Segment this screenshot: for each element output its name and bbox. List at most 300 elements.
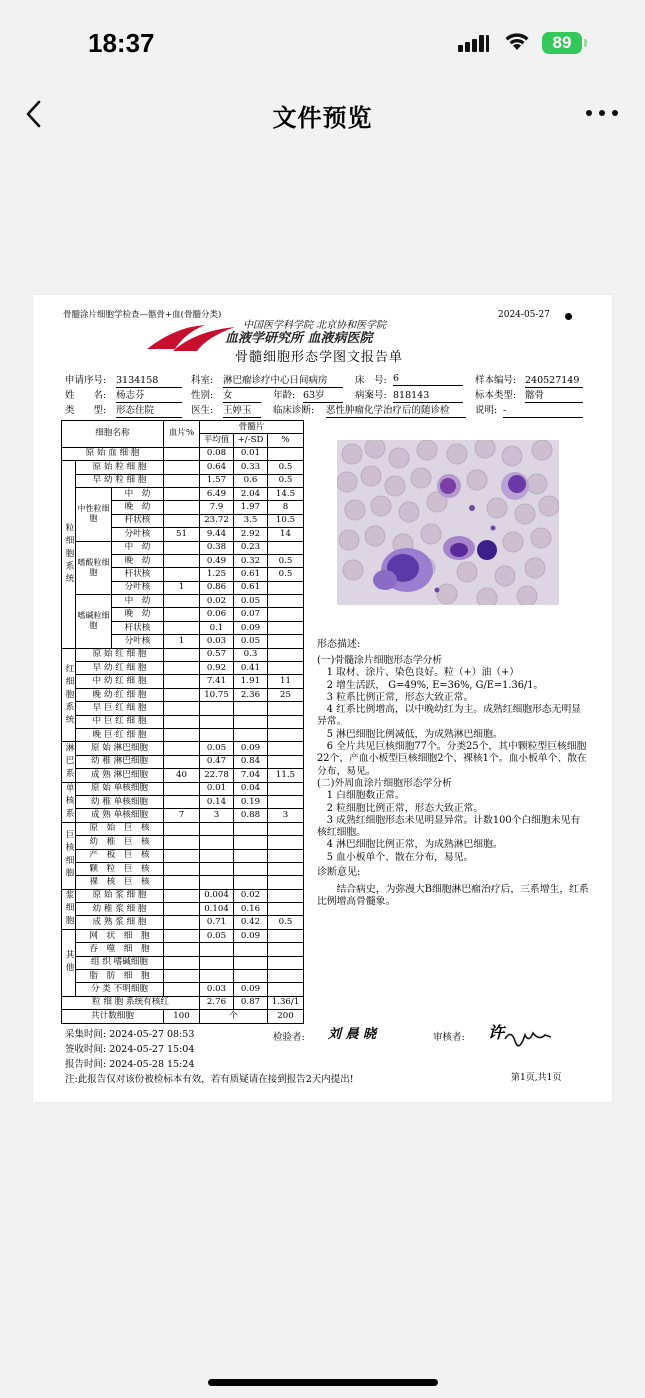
name-value: 杨志芬 xyxy=(116,390,182,403)
receive-time: 签收时间: 2024-05-27 15:04 xyxy=(65,1044,195,1055)
total-pct: 200 xyxy=(268,1010,304,1023)
table-row xyxy=(62,541,304,554)
row-name: 裸 核 巨 核 xyxy=(76,876,164,889)
sd-value: 3.5 xyxy=(234,514,268,527)
sd-value xyxy=(234,728,268,741)
blood-value xyxy=(164,849,200,862)
sd-value: 0.23 xyxy=(234,541,268,554)
total-row-name: 共计数细胞 xyxy=(62,1010,164,1023)
mean-value: 0.92 xyxy=(200,662,234,675)
blood-value xyxy=(164,648,200,661)
more-options-icon[interactable] xyxy=(586,110,620,118)
pct-value xyxy=(268,889,304,902)
pct-value xyxy=(268,943,304,956)
sd-value: 0.07 xyxy=(234,608,268,621)
pct-value xyxy=(268,862,304,875)
inspector-signature: 刘 晨 晓 xyxy=(328,1027,377,1042)
battery-icon: 89 xyxy=(542,32,582,54)
mean-value: 0.05 xyxy=(200,929,234,942)
sd-value: 0.41 xyxy=(234,662,268,675)
mean-value: 0.14 xyxy=(200,795,234,808)
blood-value xyxy=(164,487,200,500)
type-label: 类 型: xyxy=(65,405,107,416)
dept-label: 科室: xyxy=(191,375,214,386)
blood-value xyxy=(164,836,200,849)
row-name: 原 始 浆 细 胞 xyxy=(76,889,164,902)
report-document xyxy=(33,295,612,1102)
age-value: 63岁 xyxy=(303,390,343,403)
blood-value: 1 xyxy=(164,581,200,594)
row-name: 颗 粒 巨 核 xyxy=(76,862,164,875)
ratio-pct: 1.36/1 xyxy=(268,996,304,1009)
pct-value xyxy=(268,782,304,795)
pct-value xyxy=(268,849,304,862)
req-label: 申请序号: xyxy=(65,375,107,386)
pct-value xyxy=(268,581,304,594)
group-label: 巨核细胞 xyxy=(62,822,76,889)
pct-value xyxy=(268,662,304,675)
mean-value xyxy=(200,970,234,983)
desc-line: 6 全片共见巨核细胞77个。分类25个，其中颗粒型巨核细胞22个、产血小板型巨核细胞2个、裸核1个。血小板单个、散在分布，易见。 xyxy=(317,741,587,777)
pct-value xyxy=(268,635,304,648)
sd-value xyxy=(234,702,268,715)
mean-value: 0.03 xyxy=(200,635,234,648)
row-name: 产 板 巨 核 xyxy=(76,849,164,862)
blood-value xyxy=(164,595,200,608)
nav-bar xyxy=(0,84,645,144)
pct-value: 14 xyxy=(268,528,304,541)
header-cell-pct: % xyxy=(268,434,304,447)
row-name: 幼 稚 浆 细 胞 xyxy=(76,903,164,916)
ratio-row-name: 粒 细 胞 系统有核红 xyxy=(62,996,200,1009)
doctor-value: 王婷玉 xyxy=(223,405,261,418)
blood-value: 7 xyxy=(164,809,200,822)
mean-value xyxy=(200,956,234,969)
group-label: 粒细胞系统 xyxy=(62,461,76,648)
pct-value: 0.5 xyxy=(268,461,304,474)
blood-value xyxy=(164,447,200,460)
blood-value xyxy=(164,956,200,969)
table-row xyxy=(62,809,304,822)
corner-dot xyxy=(565,313,572,320)
report-header-left: 骨髓涂片细胞学检查—髂骨+血(骨髓分类) xyxy=(63,310,222,320)
opinion-text: 结合病史，为弥漫大B细胞淋巴瘤治疗后，三系增生，红系比例增高骨髓象。 xyxy=(317,884,589,908)
case-label: 病案号: xyxy=(355,390,387,401)
sd-value: 0.05 xyxy=(234,595,268,608)
pct-value xyxy=(268,541,304,554)
row-name: 早 巨 红 细 胞 xyxy=(76,702,164,715)
table-row xyxy=(62,903,304,916)
table-row xyxy=(62,474,304,487)
home-indicator xyxy=(208,1379,438,1386)
status-time: 18:37 xyxy=(88,28,155,58)
sd-value xyxy=(234,836,268,849)
req-value: 3134158 xyxy=(116,375,182,388)
row-name: 晚 幼 xyxy=(112,554,164,567)
mean-value: 3 xyxy=(200,809,234,822)
blood-value xyxy=(164,916,200,929)
sd-value: 2.04 xyxy=(234,487,268,500)
blood-value xyxy=(164,903,200,916)
mean-value: 0.71 xyxy=(200,916,234,929)
row-name: 早 幼 红 细 胞 xyxy=(76,662,164,675)
blood-value xyxy=(164,702,200,715)
inspector-label: 检验者: xyxy=(273,1032,305,1043)
mean-value: 7.9 xyxy=(200,501,234,514)
sd-value: 0.84 xyxy=(234,755,268,768)
sd-value: 0.01 xyxy=(234,447,268,460)
table-row xyxy=(62,755,304,768)
row-name: 中 幼 xyxy=(112,487,164,500)
table-row xyxy=(62,688,304,701)
table-row xyxy=(62,447,304,460)
mean-value: 0.06 xyxy=(200,608,234,621)
doctor-label: 医生: xyxy=(191,405,214,416)
header-cell-marrow: 骨髓片 xyxy=(200,421,304,434)
row-name: 组 织 嗜碱细胞 xyxy=(76,956,164,969)
mean-value: 1.57 xyxy=(200,474,234,487)
sample-value: 240527149 xyxy=(525,375,583,388)
mean-value: 9.44 xyxy=(200,528,234,541)
mean-value: 6.49 xyxy=(200,487,234,500)
row-name: 晚 幼 红 细 胞 xyxy=(76,688,164,701)
total-blood: 100 xyxy=(164,1010,200,1023)
table-row xyxy=(62,461,304,474)
reviewer-signature: 许 xyxy=(488,1023,505,1042)
blood-value xyxy=(164,876,200,889)
pct-value xyxy=(268,702,304,715)
row-name: 中 幼 xyxy=(112,595,164,608)
pct-value xyxy=(268,595,304,608)
subgroup-label: 中性粒细胞 xyxy=(76,487,112,541)
mean-value xyxy=(200,849,234,862)
group-label: 单核系 xyxy=(62,782,76,822)
sd-value: 0.16 xyxy=(234,903,268,916)
row-name: 原 始 粒 细 胞 xyxy=(76,461,164,474)
sd-value xyxy=(234,849,268,862)
table-row xyxy=(62,996,304,1009)
row-name: 分叶核 xyxy=(112,635,164,648)
group-label: 淋巴系 xyxy=(62,742,76,782)
sd-value: 0.09 xyxy=(234,621,268,634)
sd-value: 0.33 xyxy=(234,461,268,474)
blood-value xyxy=(164,822,200,835)
mean-value: 0.104 xyxy=(200,903,234,916)
blood-value xyxy=(164,943,200,956)
row-name: 原 始 单核细胞 xyxy=(76,782,164,795)
desc-line: 4 淋巴细胞比例正常，为成熟淋巴细胞。 xyxy=(317,839,503,851)
desc-line: 3 粒系比例正常，形态大致正常。 xyxy=(317,691,474,703)
blood-value xyxy=(164,568,200,581)
desc-line: 1 白细胞数正常。 xyxy=(317,790,405,802)
blood-value xyxy=(164,541,200,554)
row-name: 成 熟 淋巴细胞 xyxy=(76,769,164,782)
sd-value: 0.19 xyxy=(234,795,268,808)
report-title: 骨髓细胞形态学图文报告单 xyxy=(235,350,404,365)
sd-value: 0.61 xyxy=(234,568,268,581)
mean-value: 0.03 xyxy=(200,983,234,996)
blood-value: 1 xyxy=(164,635,200,648)
desc-title: 形态描述: xyxy=(317,639,361,650)
desc-line: 1 取材、涂片、染色良好。粒（+）油（+） xyxy=(317,667,520,679)
bed-value: 6 xyxy=(393,373,463,386)
sd-value: 0.09 xyxy=(234,983,268,996)
mean-value: 0.49 xyxy=(200,554,234,567)
header-cell-blood: 血片% xyxy=(164,421,200,448)
table-row xyxy=(62,782,304,795)
sd-value: 1.91 xyxy=(234,675,268,688)
sd-value: 0.05 xyxy=(234,635,268,648)
mean-value xyxy=(200,836,234,849)
cellular-signal-icon xyxy=(458,34,490,52)
header-cell-sd: +/-SD xyxy=(234,434,268,447)
sd-value: 0.61 xyxy=(234,581,268,594)
table-row xyxy=(62,648,304,661)
pct-value xyxy=(268,755,304,768)
sd-value xyxy=(234,822,268,835)
blood-value xyxy=(164,675,200,688)
desc-line: 2 粒细胞比例正常，形态大致正常。 xyxy=(317,802,484,814)
mean-value: 23.72 xyxy=(200,514,234,527)
cell-count-table xyxy=(61,420,304,1024)
sd-value: 0.09 xyxy=(234,742,268,755)
table-row xyxy=(62,862,304,875)
diag-label: 临床诊断: xyxy=(273,405,315,416)
header-cell-name: 细胞名称 xyxy=(62,421,164,448)
sd-value: 0.6 xyxy=(234,474,268,487)
pct-value: 8 xyxy=(268,501,304,514)
sd-value: 0.42 xyxy=(234,916,268,929)
table-row xyxy=(62,956,304,969)
mean-value xyxy=(200,715,234,728)
report-date: 2024-05-27 xyxy=(498,310,550,320)
row-name: 杆状核 xyxy=(112,621,164,634)
group-label: 浆细胞 xyxy=(62,889,76,929)
desc-line: 5 淋巴细胞比例减低，为成熟淋巴细胞。 xyxy=(317,728,503,740)
bed-label: 床 号: xyxy=(355,375,387,386)
sd-value xyxy=(234,956,268,969)
mean-value xyxy=(200,862,234,875)
sex-label: 性别: xyxy=(191,390,214,401)
sd-value xyxy=(234,862,268,875)
row-name: 早 幼 粒 细 胞 xyxy=(76,474,164,487)
table-row xyxy=(62,421,304,434)
pct-value xyxy=(268,876,304,889)
row-name: 幼 稚 单核细胞 xyxy=(76,795,164,808)
sd-value: 2.92 xyxy=(234,528,268,541)
pct-value: 0.5 xyxy=(268,916,304,929)
pct-value xyxy=(268,715,304,728)
pct-value: 10.5 xyxy=(268,514,304,527)
blood-value xyxy=(164,755,200,768)
stype-value: 髂骨 xyxy=(525,390,583,403)
blood-value xyxy=(164,983,200,996)
pct-value xyxy=(268,929,304,942)
blood-value: 40 xyxy=(164,769,200,782)
blood-value xyxy=(164,782,200,795)
mean-value xyxy=(200,943,234,956)
table-row xyxy=(62,916,304,929)
blood-value xyxy=(164,501,200,514)
sd-value: 0.32 xyxy=(234,554,268,567)
blood-value: 51 xyxy=(164,528,200,541)
pct-value xyxy=(268,903,304,916)
sd-value: 0.09 xyxy=(234,929,268,942)
blood-value xyxy=(164,554,200,567)
reviewer-label: 审核者: xyxy=(433,1032,465,1043)
header-cell-mean: 平均值 xyxy=(200,434,234,447)
group-label: 红细胞系统 xyxy=(62,648,76,742)
sd-value: 0.04 xyxy=(234,782,268,795)
row-name: 成 熟 单核细胞 xyxy=(76,809,164,822)
row-name: 分叶核 xyxy=(112,528,164,541)
mean-value xyxy=(200,876,234,889)
pct-value xyxy=(268,970,304,983)
mean-value: 0.02 xyxy=(200,595,234,608)
collect-time: 采集时间: 2024-05-27 08:53 xyxy=(65,1029,195,1040)
table-row xyxy=(62,849,304,862)
pct-value: 0.5 xyxy=(268,554,304,567)
pct-value xyxy=(268,608,304,621)
group-label: 其他 xyxy=(62,929,76,996)
pct-value: 14.5 xyxy=(268,487,304,500)
blood-value xyxy=(164,889,200,902)
mean-value: 1.25 xyxy=(200,568,234,581)
pct-value xyxy=(268,956,304,969)
desc-line: (一)骨髓涂片细胞形态学分析 xyxy=(317,655,443,666)
ratio-mean: 2.76 xyxy=(200,996,234,1009)
pct-value xyxy=(268,447,304,460)
sd-value: 0.88 xyxy=(234,809,268,822)
row-name: 幼 稚 淋巴细胞 xyxy=(76,755,164,768)
status-bar xyxy=(0,0,645,80)
sd-value xyxy=(234,715,268,728)
table-row xyxy=(62,675,304,688)
blood-value xyxy=(164,715,200,728)
row-name: 晚 巨 红 细 胞 xyxy=(76,728,164,741)
desc-line: 3 成熟红细胞形态未见明显异常。计数100个白细胞未见有核红细胞。 xyxy=(317,814,581,839)
row-name: 幼 稚 巨 核 xyxy=(76,836,164,849)
pct-value xyxy=(268,728,304,741)
blood-value xyxy=(164,929,200,942)
page-number: 第1页,共1页 xyxy=(511,1073,562,1083)
blood-value xyxy=(164,621,200,634)
row-name: 分叶核 xyxy=(112,581,164,594)
mean-value: 0.38 xyxy=(200,541,234,554)
table-row xyxy=(62,795,304,808)
table-row xyxy=(62,702,304,715)
blood-value xyxy=(164,795,200,808)
pct-value xyxy=(268,648,304,661)
table-row xyxy=(62,970,304,983)
table-row xyxy=(62,662,304,675)
pct-value xyxy=(268,822,304,835)
row-name: 晚 幼 xyxy=(112,501,164,514)
sd-value xyxy=(234,970,268,983)
blood-value xyxy=(164,728,200,741)
blood-value xyxy=(164,608,200,621)
blood-value xyxy=(164,862,200,875)
sd-value: 1.97 xyxy=(234,501,268,514)
case-value: 818143 xyxy=(393,390,463,403)
row-name: 原 始 血 细 胞 xyxy=(62,447,164,460)
diag-value: 恶性肿瘤化学治疗后的随诊检 xyxy=(326,405,466,418)
pct-value xyxy=(268,836,304,849)
desc-line: (二)外周血涂片细胞形态学分析 xyxy=(317,777,453,789)
note-value: - xyxy=(503,405,583,418)
opinion-title: 诊断意见: xyxy=(317,867,361,878)
sd-value: 0.02 xyxy=(234,889,268,902)
sex-value: 女 xyxy=(223,390,261,403)
marrow-smear-image xyxy=(337,440,559,605)
table-row xyxy=(62,943,304,956)
table-row xyxy=(62,929,304,942)
mean-value: 0.57 xyxy=(200,648,234,661)
stype-label: 标本类型: xyxy=(475,390,517,401)
sd-value: 7.04 xyxy=(234,769,268,782)
row-name: 中 巨 红 细 胞 xyxy=(76,715,164,728)
table-row xyxy=(62,876,304,889)
logo-line-1: 中国医学科学院 北京协和医学院 xyxy=(243,320,387,331)
row-name: 成 熟 浆 细 胞 xyxy=(76,916,164,929)
mean-value xyxy=(200,728,234,741)
blood-value xyxy=(164,970,200,983)
mean-value xyxy=(200,822,234,835)
age-label: 年龄: xyxy=(273,390,296,401)
pct-value: 0.5 xyxy=(268,474,304,487)
blood-value xyxy=(164,474,200,487)
pct-value xyxy=(268,742,304,755)
row-name: 原 始 红 细 胞 xyxy=(76,648,164,661)
reviewer-signature-stroke xyxy=(503,1027,553,1047)
logo-line-2: 血液学研究所 血液病医院 xyxy=(225,331,373,346)
mean-value: 7.41 xyxy=(200,675,234,688)
table-row xyxy=(62,487,304,500)
row-name: 网 状 细 胞 xyxy=(76,929,164,942)
desc-line: 2 增生活跃， G=49%, E=36%, G/E=1.36/1。 xyxy=(317,679,544,691)
mean-value: 0.004 xyxy=(200,889,234,902)
mean-value: 0.64 xyxy=(200,461,234,474)
mean-value: 10.75 xyxy=(200,688,234,701)
table-row xyxy=(62,742,304,755)
table-row xyxy=(62,715,304,728)
table-row xyxy=(62,769,304,782)
total-unit: 个 xyxy=(200,1010,268,1023)
table-row xyxy=(62,728,304,741)
blood-value xyxy=(164,688,200,701)
subgroup-label: 嗜酸粒细胞 xyxy=(76,541,112,595)
blood-value xyxy=(164,662,200,675)
sd-value xyxy=(234,876,268,889)
row-name: 原 始 淋巴细胞 xyxy=(76,742,164,755)
name-label: 姓 名: xyxy=(65,390,107,401)
description-text xyxy=(317,655,589,864)
row-name: 原 始 巨 核 xyxy=(76,822,164,835)
pct-value: 25 xyxy=(268,688,304,701)
pct-value: 11 xyxy=(268,675,304,688)
mean-value: 0.1 xyxy=(200,621,234,634)
pct-value xyxy=(268,795,304,808)
report-time: 报告时间: 2024-05-28 15:24 xyxy=(65,1059,195,1070)
page-title: 文件预览 xyxy=(272,104,373,132)
row-name: 晚 幼 xyxy=(112,608,164,621)
desc-line: 5 血小板单个、散在分布，易见。 xyxy=(317,851,474,863)
row-name: 中 幼 红 细 胞 xyxy=(76,675,164,688)
mean-value xyxy=(200,702,234,715)
note-label: 说明: xyxy=(475,405,498,416)
row-name: 脂 肪 细 胞 xyxy=(76,970,164,983)
mean-value: 0.08 xyxy=(200,447,234,460)
